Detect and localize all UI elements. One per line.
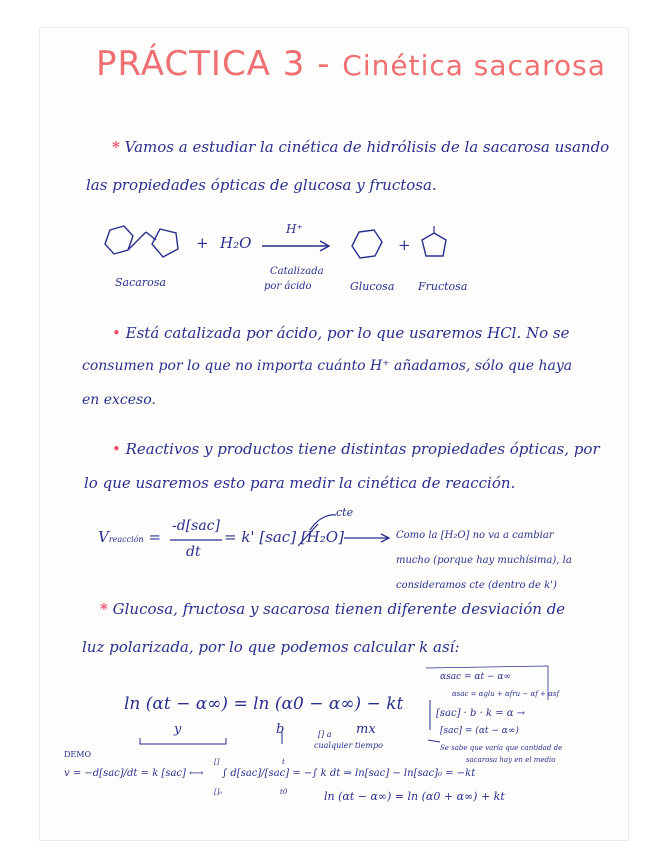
para2-bullet: • [112, 324, 121, 342]
intro-line-2: las propiedades ópticas de glucosa y fructosa. [86, 176, 437, 194]
demo-eq-3: ln (αt − α∞) = ln (α0 + α∞) + kt [324, 790, 505, 803]
side-note-6: sacarosa hay en el medio [466, 756, 556, 764]
demo-eq-2: ∫ d[sac]/[sac] = −∫ k dt ⇒ ln[sac] − ln[sac]₀ = −kt [222, 768, 476, 779]
demo-limit-bot: []₀ [214, 788, 223, 796]
side-note-4: [sac] = (αt − α∞) [440, 726, 519, 736]
intro-bullet: * [112, 138, 120, 156]
rate-note-2: mucho (porque hay muchísima), la [396, 555, 572, 566]
demo-label: DEMO [64, 750, 92, 759]
main-eq-note-2: cualquier tiempo [314, 741, 383, 750]
demo-t-top: t [282, 758, 285, 766]
para4-text-1: Glucosa, fructosa y sacarosa tienen diferente desviación de [112, 600, 566, 618]
side-note-1: αsac = αt − α∞ [440, 672, 511, 682]
main-eq-y: y [174, 722, 182, 737]
rate-equals: = [148, 528, 162, 546]
intro-text-1: Vamos a estudiar la cinética de hidrólisis de la sacarosa usando [124, 138, 610, 156]
para2-line-3: en exceso. [82, 392, 156, 408]
para3-line-2: lo que usaremos esto para medir la cinética de reacción. [84, 474, 516, 492]
main-eq-mx: mx [356, 722, 376, 737]
rate-note-3: consideramos cte (dentro de k') [396, 580, 557, 591]
rate-cte: cte [336, 506, 354, 519]
rate-v-subscript: reacción [108, 535, 144, 544]
rate-v-symbol: V [98, 528, 109, 546]
para2-line-2: consumen por lo que no importa cuánto H⁺ añadamos, sólo que haya [82, 358, 573, 374]
para3-text-1: Reactivos y productos tiene distintas propiedades ópticas, por [125, 440, 600, 458]
demo-eq-1: v = −d[sac]/dt = k [sac] ⟷ [64, 768, 204, 779]
label-sacarosa: Sacarosa [115, 276, 166, 289]
para4-bullet: * [100, 600, 108, 618]
label-fructosa: Fructosa [418, 280, 468, 293]
main-eq-b: b [276, 722, 285, 737]
rate-denominator: dt [186, 544, 201, 560]
reaction-catalyst-note-2: por ácido [264, 281, 312, 292]
demo-limit-top: [] [214, 758, 220, 766]
main-eq-note-1: [] a [318, 730, 332, 739]
title-sub: Cinética sacarosa [342, 49, 606, 82]
para2-text-1: Está catalizada por ácido, por lo que usaremos HCl. No se [125, 324, 570, 342]
reaction-water: H₂O [220, 234, 252, 252]
rate-note-1: Como la [H₂O] no va a cambiar [396, 530, 554, 541]
rate-numerator: -d[sac] [172, 518, 220, 534]
side-note-2: αsac = αglu + αfru − αf + αsf [452, 690, 560, 698]
side-note-3: [sac] · b · k = α → [436, 708, 526, 719]
title-main: PRÁCTICA 3 - [96, 44, 343, 84]
rate-rhs: = k' [sac] [H₂O] [224, 528, 344, 546]
side-note-5: Se sabe que varía que cantidad de [440, 744, 563, 752]
demo-t-bot: t0 [280, 788, 288, 796]
para4-line-2: luz polarizada, por lo que podemos calcular k así: [82, 638, 460, 656]
main-equation: ln (αt − α∞) = ln (α0 − α∞) − kt [124, 694, 404, 714]
para3-bullet: • [112, 440, 121, 458]
reaction-plus-1: + [196, 234, 209, 252]
reaction-plus-2: + [398, 236, 411, 254]
reaction-catalyst: H⁺ [286, 222, 303, 236]
reaction-catalyst-note-1: Catalizada [270, 266, 324, 277]
label-glucosa: Glucosa [350, 280, 395, 293]
